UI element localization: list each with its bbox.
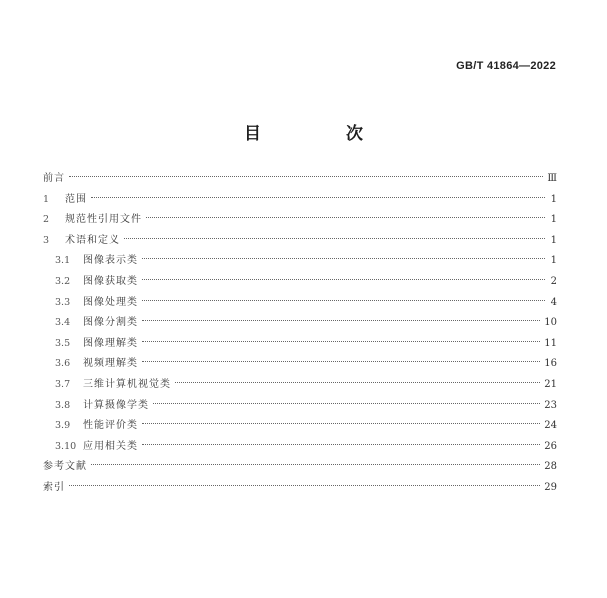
toc-entry-label: 前言 bbox=[43, 173, 65, 184]
toc-entry-number: 2 bbox=[43, 214, 50, 226]
toc-entry[interactable] bbox=[43, 272, 557, 293]
table-of-contents bbox=[43, 169, 557, 499]
toc-entry-page: 29 bbox=[544, 481, 557, 493]
toc-entry-label: 索引 bbox=[43, 481, 65, 493]
dot-leader bbox=[142, 341, 540, 342]
toc-entry-page: 23 bbox=[544, 399, 557, 411]
toc-entry[interactable] bbox=[43, 169, 557, 190]
toc-entry-page: 1 bbox=[550, 234, 557, 246]
toc-entry-page: 4 bbox=[550, 296, 557, 308]
toc-entry[interactable] bbox=[43, 478, 557, 499]
dot-leader bbox=[69, 176, 543, 177]
dot-leader bbox=[69, 485, 540, 486]
toc-entry-number: 3.10 bbox=[55, 440, 77, 452]
dot-leader bbox=[153, 403, 540, 404]
toc-entry-number: 3.1 bbox=[55, 255, 71, 267]
toc-entry-label: 性能评价类 bbox=[83, 420, 138, 432]
toc-entry-page: 1 bbox=[550, 214, 557, 226]
toc-entry-page: 2 bbox=[550, 275, 557, 287]
toc-entry-label: 视频理解类 bbox=[83, 358, 138, 370]
toc-entry-number: 3.6 bbox=[55, 358, 71, 370]
toc-entry[interactable] bbox=[43, 210, 557, 231]
toc-entry-label: 图像处理类 bbox=[83, 296, 138, 308]
toc-entry-label: 范围 bbox=[65, 193, 87, 205]
toc-entry-page: Ⅲ bbox=[547, 173, 557, 184]
toc-entry-page: 21 bbox=[544, 378, 557, 390]
toc-entry-label: 参考文献 bbox=[43, 461, 87, 473]
toc-entry-page: 28 bbox=[544, 461, 557, 473]
dot-leader bbox=[146, 217, 545, 218]
toc-entry-number: 3.9 bbox=[55, 420, 71, 432]
toc-entry[interactable] bbox=[43, 416, 557, 437]
dot-leader bbox=[91, 464, 540, 465]
toc-entry-label: 图像获取类 bbox=[83, 275, 138, 287]
toc-entry-label: 图像表示类 bbox=[83, 255, 138, 267]
dot-leader bbox=[142, 279, 545, 280]
dot-leader bbox=[91, 197, 545, 198]
toc-entry-label: 规范性引用文件 bbox=[65, 214, 142, 226]
toc-entry-page: 16 bbox=[544, 358, 557, 370]
toc-entry-label: 图像分割类 bbox=[83, 317, 138, 329]
toc-entry-page: 24 bbox=[544, 420, 557, 432]
toc-entry-number: 3.5 bbox=[55, 337, 71, 349]
toc-entry[interactable] bbox=[43, 313, 557, 334]
dot-leader bbox=[142, 423, 540, 424]
dot-leader bbox=[142, 320, 540, 321]
toc-entry-number: 3.3 bbox=[55, 296, 71, 308]
toc-entry-number: 3.4 bbox=[55, 317, 71, 329]
standard-code: GB/T 41864—2022 bbox=[456, 60, 556, 72]
toc-entry[interactable] bbox=[43, 251, 557, 272]
toc-entry[interactable] bbox=[43, 396, 557, 417]
toc-entry-page: 1 bbox=[550, 193, 557, 205]
dot-leader bbox=[142, 361, 540, 362]
toc-entry-page: 11 bbox=[544, 337, 557, 349]
dot-leader bbox=[142, 258, 545, 259]
dot-leader bbox=[142, 300, 545, 301]
toc-entry-label: 图像理解类 bbox=[83, 337, 138, 349]
toc-entry-number: 3.7 bbox=[55, 378, 71, 390]
toc-entry-number: 1 bbox=[43, 193, 50, 205]
toc-entry-number: 3 bbox=[43, 234, 50, 246]
dot-leader bbox=[124, 238, 545, 239]
toc-entry[interactable] bbox=[43, 375, 557, 396]
toc-entry-label: 三维计算机视觉类 bbox=[83, 378, 171, 390]
toc-entry-label: 术语和定义 bbox=[65, 234, 120, 246]
toc-entry-label: 应用相关类 bbox=[83, 440, 138, 452]
toc-entry-number: 3.2 bbox=[55, 275, 71, 287]
toc-entry[interactable] bbox=[43, 231, 557, 252]
toc-entry[interactable] bbox=[43, 190, 557, 211]
toc-entry-page: 10 bbox=[544, 317, 557, 329]
toc-entry[interactable] bbox=[43, 334, 557, 355]
toc-entry[interactable] bbox=[43, 437, 557, 458]
dot-leader bbox=[175, 382, 540, 383]
dot-leader bbox=[142, 444, 540, 445]
toc-entry-page: 1 bbox=[550, 255, 557, 267]
toc-entry[interactable] bbox=[43, 354, 557, 375]
toc-entry-page: 26 bbox=[544, 440, 557, 452]
toc-entry-number: 3.8 bbox=[55, 399, 71, 411]
toc-entry[interactable] bbox=[43, 457, 557, 478]
toc-entry-label: 计算摄像学类 bbox=[83, 399, 149, 411]
toc-entry[interactable] bbox=[43, 293, 557, 314]
page-title: 目 次 bbox=[244, 124, 397, 144]
